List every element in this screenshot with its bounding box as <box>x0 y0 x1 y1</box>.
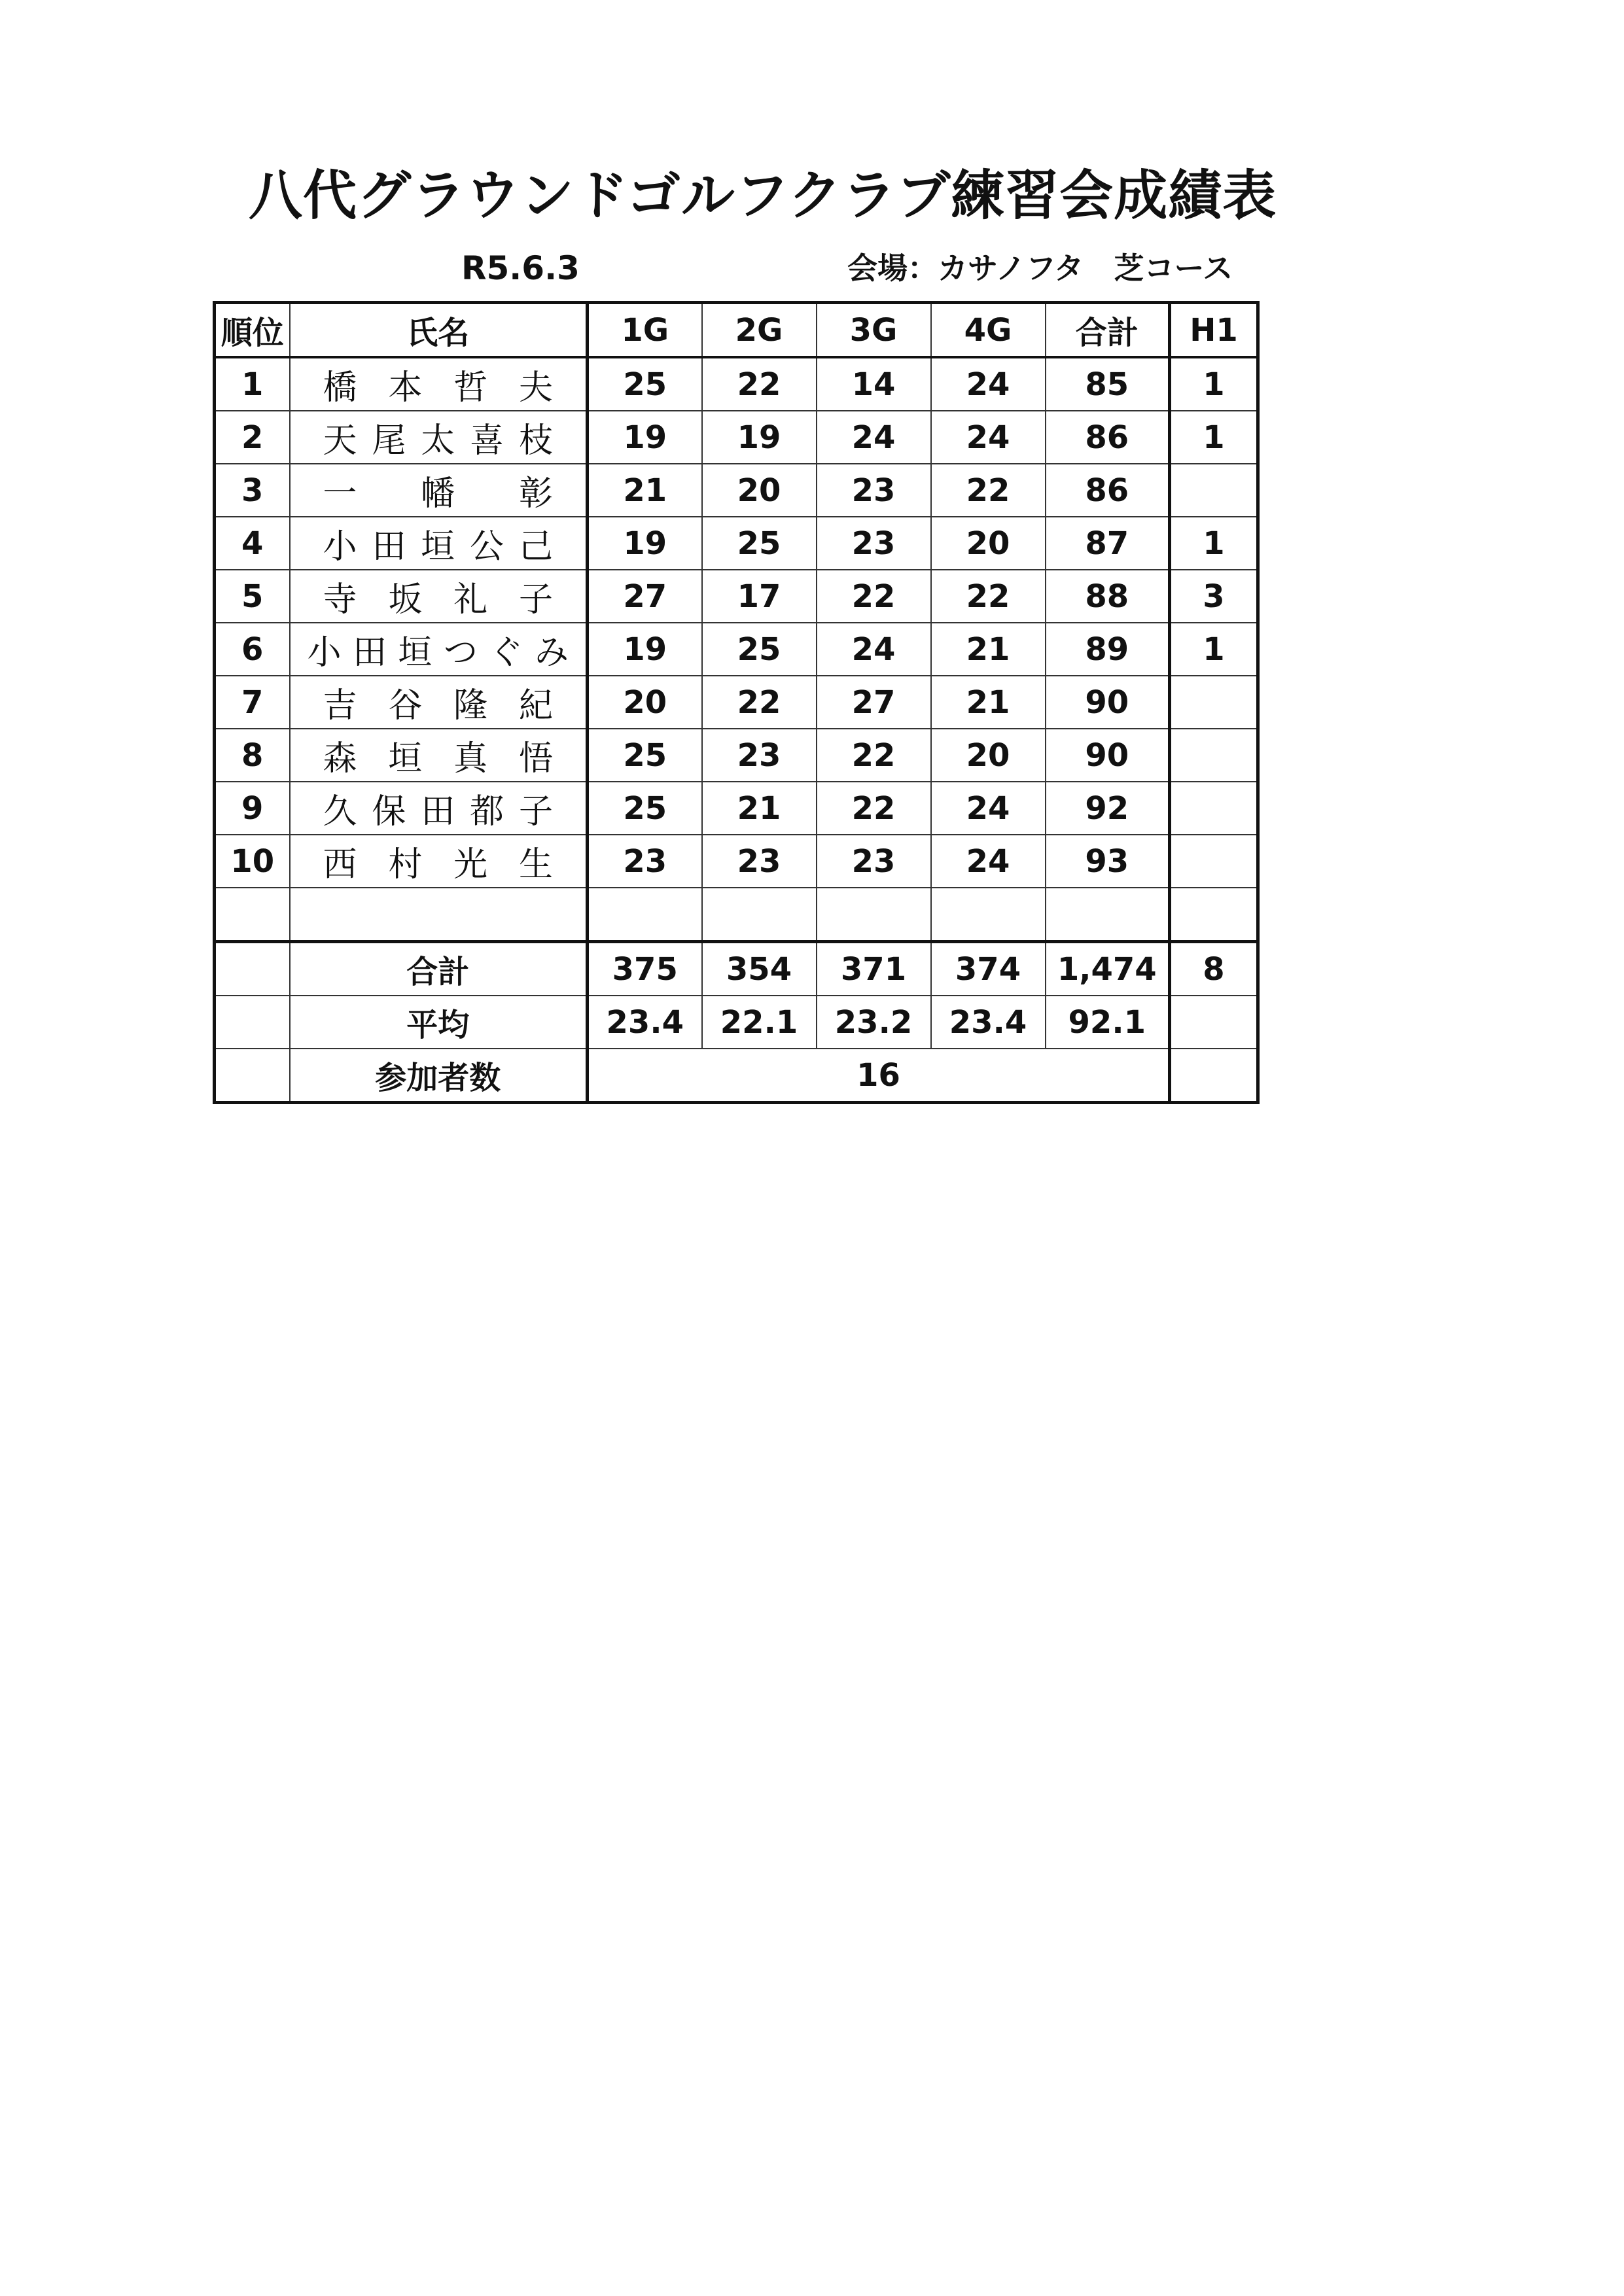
document-title: 八代グラウンドゴルフクラブ練習会成績表 <box>249 165 1277 227</box>
avg-1g: 23.4 <box>588 996 702 1049</box>
rank-cell: 4 <box>215 517 290 570</box>
name-cell: 寺坂礼子 <box>290 570 588 623</box>
score-2g: 25 <box>702 623 817 676</box>
score-1g: 21 <box>588 464 702 517</box>
score-4g: 21 <box>931 676 1046 729</box>
empty-cell <box>215 888 290 942</box>
header-2g: 2G <box>702 303 817 358</box>
empty-cell <box>215 996 290 1049</box>
score-4g: 24 <box>931 782 1046 835</box>
empty-cell <box>290 888 588 942</box>
score-2g: 25 <box>702 517 817 570</box>
summary-total-row <box>215 942 1258 996</box>
score-3g: 23 <box>817 517 931 570</box>
score-1g: 19 <box>588 517 702 570</box>
empty-cell <box>1170 888 1258 942</box>
table-row <box>215 570 1258 623</box>
empty-cell <box>1170 1049 1258 1103</box>
score-total: 87 <box>1046 517 1170 570</box>
header-row <box>215 303 1258 358</box>
name-cell: 吉谷隆紀 <box>290 676 588 729</box>
empty-cell <box>215 942 290 996</box>
rank-cell: 10 <box>215 835 290 888</box>
header-1g: 1G <box>588 303 702 358</box>
score-1g: 27 <box>588 570 702 623</box>
score-2g: 22 <box>702 357 817 411</box>
avg-total: 92.1 <box>1046 996 1170 1049</box>
hole-in-one <box>1170 835 1258 888</box>
score-1g: 19 <box>588 411 702 464</box>
score-total: 86 <box>1046 464 1170 517</box>
participants-count: 16 <box>588 1049 1170 1103</box>
header-name: 氏名 <box>290 303 588 358</box>
rank-cell: 1 <box>215 357 290 411</box>
score-3g: 27 <box>817 676 931 729</box>
rank-cell: 9 <box>215 782 290 835</box>
rank-cell: 2 <box>215 411 290 464</box>
score-3g: 22 <box>817 782 931 835</box>
hole-in-one: 1 <box>1170 357 1258 411</box>
score-total: 85 <box>1046 357 1170 411</box>
avg-2g: 22.1 <box>702 996 817 1049</box>
score-4g: 22 <box>931 570 1046 623</box>
empty-cell <box>588 888 702 942</box>
average-label: 平均 <box>290 996 588 1049</box>
score-3g: 22 <box>817 570 931 623</box>
score-3g: 23 <box>817 835 931 888</box>
total-4g: 374 <box>931 942 1046 996</box>
empty-cell <box>702 888 817 942</box>
table-row <box>215 729 1258 782</box>
header-4g: 4G <box>931 303 1046 358</box>
venue-label: 会場：カサノフタ 芝コース <box>847 251 1233 286</box>
table-row <box>215 676 1258 729</box>
total-1g: 375 <box>588 942 702 996</box>
name-cell: 久保田都子 <box>290 782 588 835</box>
rank-cell: 6 <box>215 623 290 676</box>
score-4g: 24 <box>931 835 1046 888</box>
score-4g: 21 <box>931 623 1046 676</box>
score-2g: 23 <box>702 835 817 888</box>
hole-in-one: 1 <box>1170 623 1258 676</box>
score-2g: 17 <box>702 570 817 623</box>
score-total: 89 <box>1046 623 1170 676</box>
table-row <box>215 464 1258 517</box>
score-1g: 19 <box>588 623 702 676</box>
rank-cell: 7 <box>215 676 290 729</box>
name-cell: 天尾太喜枝 <box>290 411 588 464</box>
table-row <box>215 411 1258 464</box>
event-date: R5.6.3 <box>461 249 580 287</box>
name-cell: 小田垣つぐみ <box>290 623 588 676</box>
score-3g: 22 <box>817 729 931 782</box>
empty-row <box>215 888 1258 942</box>
score-4g: 20 <box>931 517 1046 570</box>
header-rank: 順位 <box>215 303 290 358</box>
score-1g: 25 <box>588 782 702 835</box>
table-row <box>215 517 1258 570</box>
participants-label: 参加者数 <box>290 1049 588 1103</box>
header-total: 合計 <box>1046 303 1170 358</box>
total-2g: 354 <box>702 942 817 996</box>
empty-cell <box>215 1049 290 1103</box>
table-row <box>215 782 1258 835</box>
summary-participants-row <box>215 1049 1258 1103</box>
score-2g: 19 <box>702 411 817 464</box>
hole-in-one <box>1170 464 1258 517</box>
header-3g: 3G <box>817 303 931 358</box>
table-row <box>215 357 1258 411</box>
empty-cell <box>931 888 1046 942</box>
score-1g: 25 <box>588 357 702 411</box>
score-4g: 24 <box>931 357 1046 411</box>
score-total: 86 <box>1046 411 1170 464</box>
score-1g: 25 <box>588 729 702 782</box>
score-4g: 22 <box>931 464 1046 517</box>
score-4g: 24 <box>931 411 1046 464</box>
score-3g: 23 <box>817 464 931 517</box>
score-2g: 23 <box>702 729 817 782</box>
name-cell: 橋本哲夫 <box>290 357 588 411</box>
name-cell: 西村光生 <box>290 835 588 888</box>
score-4g: 20 <box>931 729 1046 782</box>
score-total: 92 <box>1046 782 1170 835</box>
score-2g: 21 <box>702 782 817 835</box>
name-cell: 小田垣公己 <box>290 517 588 570</box>
total-h1: 8 <box>1170 942 1258 996</box>
results-table <box>213 301 1260 1104</box>
hole-in-one: 1 <box>1170 411 1258 464</box>
name-cell: 一幡彰 <box>290 464 588 517</box>
empty-cell <box>1170 996 1258 1049</box>
score-total: 90 <box>1046 676 1170 729</box>
score-2g: 22 <box>702 676 817 729</box>
name-cell: 森垣真悟 <box>290 729 588 782</box>
hole-in-one <box>1170 676 1258 729</box>
hole-in-one: 3 <box>1170 570 1258 623</box>
total-grand: 1,474 <box>1046 942 1170 996</box>
table-row <box>215 835 1258 888</box>
total-label: 合計 <box>290 942 588 996</box>
table-row <box>215 623 1258 676</box>
score-total: 90 <box>1046 729 1170 782</box>
avg-4g: 23.4 <box>931 996 1046 1049</box>
score-2g: 20 <box>702 464 817 517</box>
empty-cell <box>1046 888 1170 942</box>
score-3g: 24 <box>817 411 931 464</box>
score-3g: 14 <box>817 357 931 411</box>
rank-cell: 8 <box>215 729 290 782</box>
score-total: 88 <box>1046 570 1170 623</box>
avg-3g: 23.2 <box>817 996 931 1049</box>
hole-in-one <box>1170 729 1258 782</box>
score-3g: 24 <box>817 623 931 676</box>
rank-cell: 5 <box>215 570 290 623</box>
header-h1: H1 <box>1170 303 1258 358</box>
hole-in-one <box>1170 782 1258 835</box>
total-3g: 371 <box>817 942 931 996</box>
score-total: 93 <box>1046 835 1170 888</box>
summary-average-row <box>215 996 1258 1049</box>
score-1g: 20 <box>588 676 702 729</box>
hole-in-one: 1 <box>1170 517 1258 570</box>
rank-cell: 3 <box>215 464 290 517</box>
empty-cell <box>817 888 931 942</box>
score-1g: 23 <box>588 835 702 888</box>
